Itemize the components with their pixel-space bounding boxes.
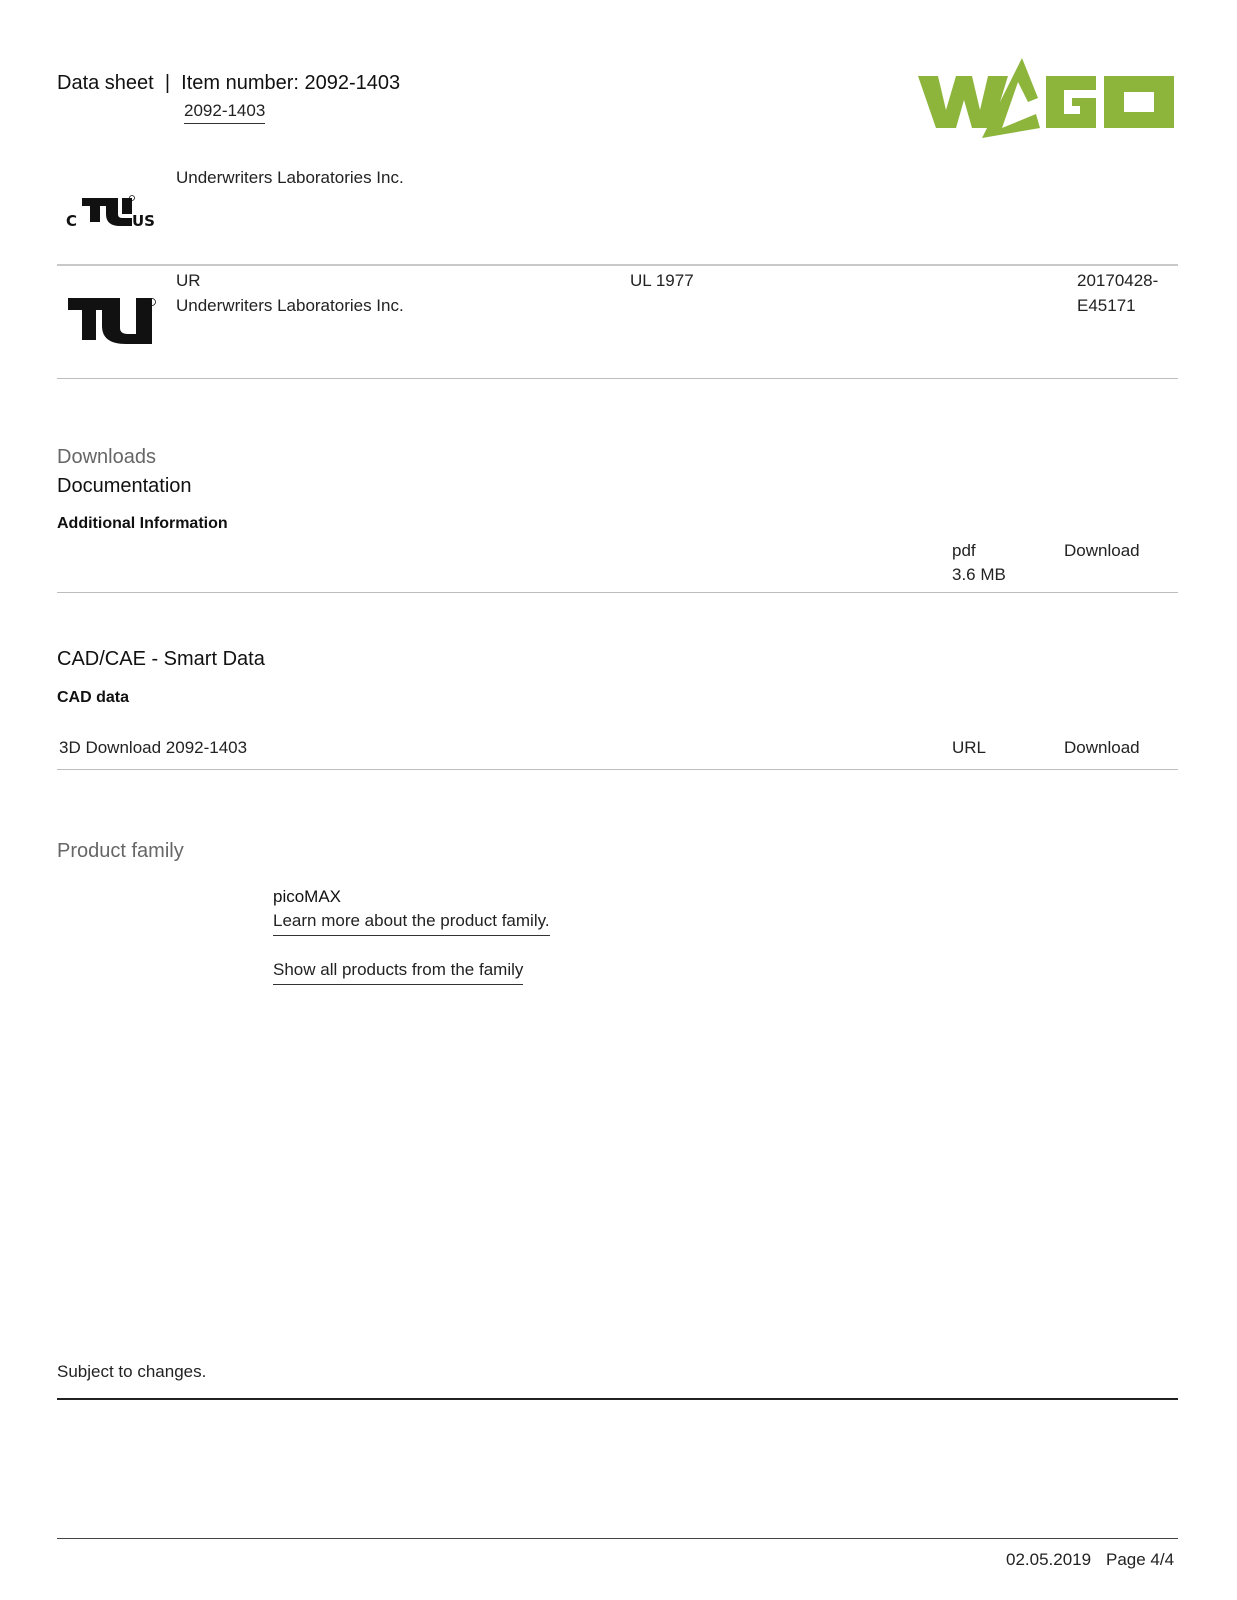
approval-2-type: UR [176, 271, 201, 290]
footer-divider-top [57, 1398, 1178, 1400]
cad-cae-heading: CAD/CAE - Smart Data [57, 648, 265, 670]
product-family-name: picoMAX [273, 887, 342, 906]
approval-2-standard: UL 1977 [630, 271, 694, 290]
cul-us-mark-icon [66, 192, 156, 230]
downloads-heading: Downloads [57, 446, 156, 468]
cad-download-link[interactable]: Download [1064, 738, 1140, 757]
documentation-divider [57, 592, 1178, 593]
footer-page-number: Page 4/4 [1106, 1550, 1175, 1569]
learn-more-link[interactable]: Learn more about the product family. [273, 911, 550, 936]
approval-2-certificate-line2: E45171 [1077, 296, 1136, 315]
documentation-file-type: pdf [952, 541, 976, 560]
svg-text:C: C [66, 212, 78, 230]
cad-data-label: CAD data [57, 689, 130, 706]
approval-1-name: Underwriters Laboratories Inc. [176, 168, 404, 187]
wago-logo [918, 58, 1174, 146]
ur-mark-icon [66, 294, 158, 350]
svg-text:US: US [132, 212, 155, 230]
additional-information-label: Additional Information [57, 515, 228, 532]
product-family-heading: Product family [57, 840, 184, 862]
item-number-link[interactable]: 2092-1403 [184, 101, 265, 124]
show-all-products-link[interactable]: Show all products from the family [273, 960, 523, 985]
approval-divider-bottom [57, 378, 1178, 379]
wago-logo-mark [918, 58, 1174, 138]
cad-3d-download-item: 3D Download 2092-1403 [59, 738, 248, 757]
page-title: Data sheet | Item number: 2092-1403 [57, 72, 401, 94]
approval-divider-top [57, 264, 1178, 266]
documentation-download-link[interactable]: Download [1064, 541, 1140, 560]
subject-to-changes-notice: Subject to changes. [57, 1362, 207, 1381]
cad-divider [57, 769, 1178, 770]
footer-date: 02.05.2019 [1006, 1550, 1092, 1569]
cad-file-type: URL [952, 738, 987, 757]
approval-2-name: Underwriters Laboratories Inc. [176, 296, 404, 315]
documentation-file-size: 3.6 MB [952, 565, 1006, 584]
footer-divider-bottom [57, 1538, 1178, 1539]
approval-2-certificate-line1: 20170428- [1077, 271, 1159, 290]
documentation-heading: Documentation [57, 475, 192, 497]
